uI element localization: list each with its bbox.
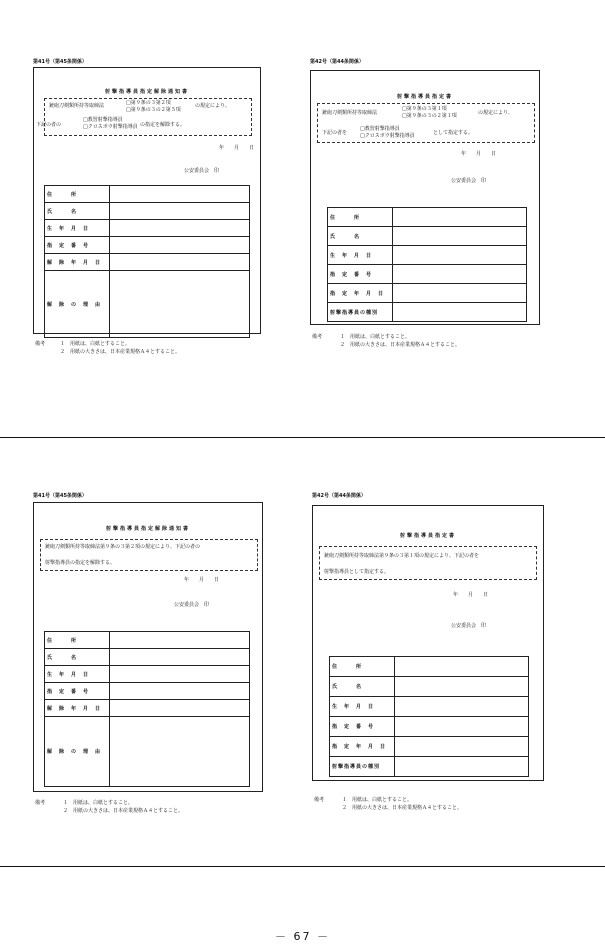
form-id-tl: 第41号（第45条関係） xyxy=(33,59,87,65)
row-value xyxy=(110,649,250,666)
table-row xyxy=(45,220,250,237)
dashed-line-2: 射撃指導員の指定を解除する。 xyxy=(45,560,116,566)
row-label: 指 定 番 号 xyxy=(45,237,110,254)
note-line: ２ 用紙の大きさは、日本産業規格Ａ４とすること。 xyxy=(342,805,463,811)
table-row xyxy=(45,271,250,338)
table-row xyxy=(45,666,250,683)
row-label: 生 年 月 日 xyxy=(45,666,110,683)
form-frame-bl xyxy=(33,502,263,792)
row-value xyxy=(110,271,250,338)
row-label: 氏 名 xyxy=(45,649,110,666)
notes-label: 備考 xyxy=(312,334,323,340)
row-value xyxy=(393,265,527,284)
info-table-br xyxy=(329,656,529,777)
table-row xyxy=(328,303,527,322)
row-label: 氏 名 xyxy=(328,227,393,246)
page-number: － 67 － xyxy=(275,930,330,943)
checkbox-item: □教習射撃指導員 xyxy=(83,117,123,123)
row-value xyxy=(110,186,250,203)
table-row xyxy=(328,227,527,246)
row-value xyxy=(110,666,250,683)
checkbox-item: □クロスボウ射撃指導員 xyxy=(83,124,138,130)
dashed-box-tr xyxy=(317,103,535,143)
row-value xyxy=(110,220,250,237)
row-label: 住 所 xyxy=(328,208,393,227)
footer-divider xyxy=(0,866,605,867)
note-line: １ 用紙は、白紙とすること。 xyxy=(342,797,413,803)
form-id-bl: 第41号（第45条関係） xyxy=(33,493,87,499)
date-line: 年 月 日 xyxy=(184,577,220,583)
checkbox-item: □第９条の３の２第５項 xyxy=(126,107,181,113)
table-row xyxy=(330,757,529,777)
dashed-line-1: 銃砲刀剣類所持等取締法第９条の３第２項の規定により、下記の者の xyxy=(45,544,201,550)
table-row xyxy=(328,246,527,265)
trailing-text: の規定により、 xyxy=(195,103,231,109)
note-line: １ 用紙は、白紙とすること。 xyxy=(63,800,134,806)
table-row xyxy=(328,265,527,284)
trailing-text: の規定により、 xyxy=(478,110,514,116)
row-value xyxy=(393,227,527,246)
row-value xyxy=(110,237,250,254)
row-label: 氏 名 xyxy=(45,203,110,220)
form-frame-tr xyxy=(310,70,540,325)
row-value xyxy=(395,717,529,737)
table-row xyxy=(330,717,529,737)
table-row xyxy=(45,649,250,666)
table-row xyxy=(330,737,529,757)
row-label: 生 年 月 日 xyxy=(45,220,110,237)
issuer-line: 公安委員会 印 xyxy=(451,178,487,184)
row-label: 氏 名 xyxy=(330,677,395,697)
section-divider xyxy=(0,437,605,438)
row-label: 指 定 年 月 日 xyxy=(328,284,393,303)
form-id-tr: 第42号（第44条関係） xyxy=(310,59,364,65)
row-value xyxy=(395,677,529,697)
dashed-line-1: 銃砲刀剣類所持等取締法 xyxy=(49,103,105,109)
row-value xyxy=(395,737,529,757)
row-value xyxy=(110,254,250,271)
notes-label: 備考 xyxy=(35,341,46,347)
note-line: １ 用紙は、白紙とすること。 xyxy=(340,334,411,340)
row-value xyxy=(395,657,529,677)
row-value xyxy=(110,700,250,717)
row-label: 指 定 番 号 xyxy=(330,717,395,737)
table-row xyxy=(45,717,250,787)
table-row xyxy=(45,186,250,203)
row-label: 生 年 月 日 xyxy=(330,697,395,717)
row-label: 解 除 の 理 由 xyxy=(45,271,110,338)
form-title-bl: 射撃指導員指定解除通知書 xyxy=(105,526,190,532)
row-value xyxy=(393,208,527,227)
dashed-line-1: 銃砲刀剣類所持等取締法 xyxy=(322,110,378,116)
row-label: 住 所 xyxy=(45,186,110,203)
row-value xyxy=(393,284,527,303)
note-line: ２ 用紙の大きさは、日本産業規格Ａ４とすること。 xyxy=(340,342,461,348)
row-value xyxy=(393,303,527,322)
checkbox-item: □第９条の３第１項 xyxy=(402,106,447,112)
dashed-line-3: として指定する。 xyxy=(433,130,474,136)
row-value xyxy=(395,757,529,777)
row-label: 指 定 年 月 日 xyxy=(330,737,395,757)
row-label: 指 定 番 号 xyxy=(328,265,393,284)
table-row xyxy=(45,237,250,254)
notes-label: 備考 xyxy=(35,800,46,806)
date-line: 年 月 日 xyxy=(453,592,489,598)
dashed-box-bl xyxy=(40,539,258,571)
note-line: ２ 用紙の大きさは、日本産業規格Ａ４とすること。 xyxy=(63,808,184,814)
table-row xyxy=(328,284,527,303)
issuer-line: 公安委員会 印 xyxy=(451,623,487,629)
info-table-tr xyxy=(327,207,527,322)
row-value xyxy=(395,697,529,717)
dashed-line-3: の指定を解除する。 xyxy=(140,122,186,128)
issuer-line: 公安委員会 印 xyxy=(174,602,210,608)
form-frame-br xyxy=(312,505,544,781)
table-row xyxy=(330,677,529,697)
row-label: 指 定 番 号 xyxy=(45,683,110,700)
row-label: 解 除 年 月 日 xyxy=(45,254,110,271)
checkbox-item: □第９条の３第２項 xyxy=(126,100,171,106)
dashed-line-2: 射撃指導員として指定する。 xyxy=(324,569,390,575)
form-title-tl: 射撃指導員指定解除通知書 xyxy=(104,89,189,95)
form-title-br: 射撃指導員指定書 xyxy=(399,533,456,539)
note-line: １ 用紙は、白紙とすること。 xyxy=(60,341,131,347)
row-label: 射撃指導員の種別 xyxy=(328,303,393,322)
row-label: 生 年 月 日 xyxy=(328,246,393,265)
checkbox-item: □教習射撃指導員 xyxy=(360,126,400,132)
row-label: 住 所 xyxy=(330,657,395,677)
row-label: 解 除 年 月 日 xyxy=(45,700,110,717)
form-frame-tl xyxy=(33,67,261,334)
checkbox-item: □第９条の３の２第１項 xyxy=(402,113,457,119)
row-value xyxy=(110,203,250,220)
table-row xyxy=(330,657,529,677)
row-value xyxy=(110,717,250,787)
checkbox-item: □クロスボウ射撃指導員 xyxy=(360,133,415,139)
table-row xyxy=(45,632,250,649)
dashed-line-2: 下記の者の xyxy=(36,122,62,128)
info-table-bl xyxy=(44,631,250,787)
dashed-box-br xyxy=(319,546,537,580)
note-line: ２ 用紙の大きさは、日本産業規格Ａ４とすること。 xyxy=(60,349,181,355)
table-row xyxy=(45,203,250,220)
dashed-box-tl xyxy=(36,98,252,136)
form-title-tr: 射撃指導員指定書 xyxy=(396,94,453,100)
row-value xyxy=(393,246,527,265)
table-row xyxy=(45,683,250,700)
info-table-tl xyxy=(44,185,250,338)
row-label: 住 所 xyxy=(45,632,110,649)
dashed-line-2: 下記の者を xyxy=(322,130,348,136)
table-row xyxy=(330,697,529,717)
row-label: 射撃指導員の種別 xyxy=(330,757,395,777)
table-row xyxy=(328,208,527,227)
row-label: 解 除 の 理 由 xyxy=(45,717,110,787)
table-row xyxy=(45,254,250,271)
notes-label: 備考 xyxy=(314,797,325,803)
date-line: 年 月 日 xyxy=(219,145,255,151)
table-row xyxy=(45,700,250,717)
dashed-line-1: 銃砲刀剣類所持等取締法第９条の３第１項の規定により、下記の者を xyxy=(324,553,480,559)
date-line: 年 月 日 xyxy=(461,151,497,157)
form-id-br: 第42号（第44条関係） xyxy=(312,493,366,499)
issuer-line: 公安委員会 印 xyxy=(184,168,220,174)
row-value xyxy=(110,683,250,700)
row-value xyxy=(110,632,250,649)
